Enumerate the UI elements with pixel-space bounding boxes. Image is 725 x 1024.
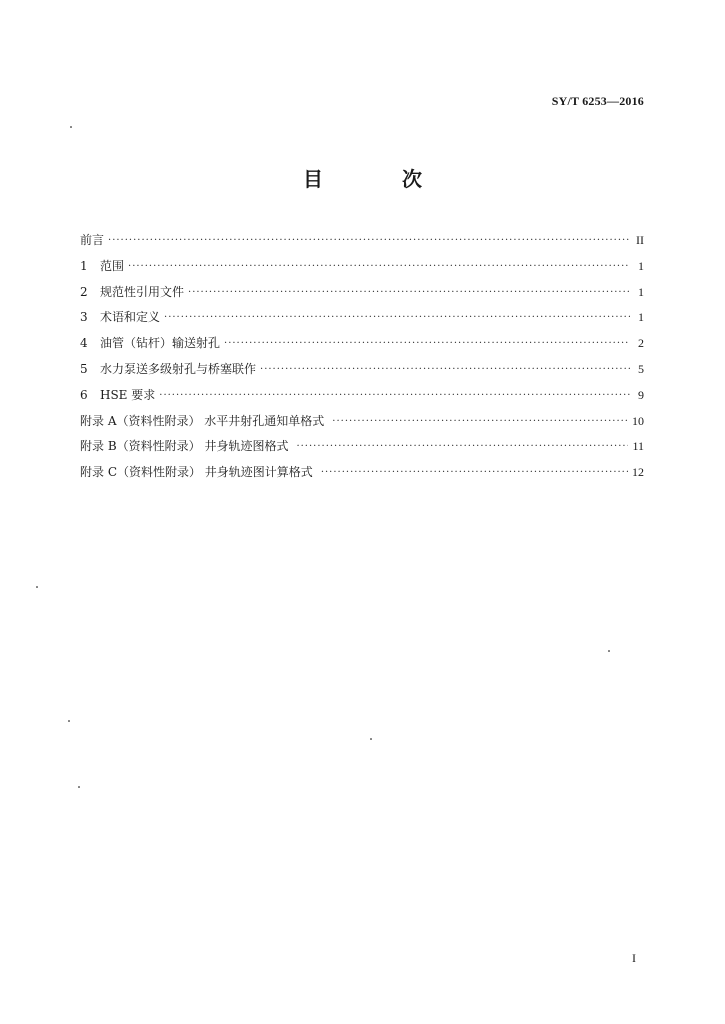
toc-entry-label: 油管（钻杆）输送射孔 (100, 336, 221, 351)
toc-entry-page: 5 (638, 361, 644, 376)
toc-entry-label: 水力泵送多级射孔与桥塞联作 (100, 361, 257, 376)
scan-speck (608, 650, 610, 652)
toc-entry-label: 前言 (80, 233, 105, 247)
toc-entry-label: 附录 B（资料性附录） 井身轨迹图格式 (80, 439, 289, 454)
toc-entry-page: 1 (638, 310, 644, 325)
toc-entry-page: 1 (638, 258, 644, 273)
toc-entry-page: 11 (632, 439, 644, 454)
toc-entry-number: 6 (80, 387, 88, 402)
toc-entry-number: 4 (80, 336, 88, 351)
toc-leader-dots (321, 465, 628, 481)
toc-entry-page: II (636, 233, 644, 247)
toc-leader-dots (260, 362, 630, 378)
toc-entry-label: 范围 (100, 258, 125, 273)
scan-speck (78, 786, 80, 788)
toc-entry-page: 12 (632, 465, 644, 480)
toc-entry-normative-references[interactable] (80, 284, 644, 310)
toc-entry-label: 附录 A（资料性附录） 水平井射孔通知单格式 (80, 413, 325, 428)
page-number: I (632, 951, 636, 965)
toc-entry-appendix-b[interactable] (80, 438, 644, 464)
toc-entry-number: 2 (80, 284, 88, 299)
toc-entry-page: 10 (632, 413, 644, 428)
toc-leader-dots (108, 233, 630, 249)
table-of-contents (80, 232, 644, 490)
toc-leader-dots (128, 259, 630, 275)
toc-entry-pump-down[interactable] (80, 361, 644, 387)
toc-entry-terms-definitions[interactable] (80, 309, 644, 335)
toc-title: 目 次 (303, 167, 458, 191)
toc-entry-scope[interactable] (80, 258, 644, 284)
toc-entry-number: 1 (80, 258, 88, 273)
toc-leader-dots (332, 414, 628, 430)
standard-code: SY/T 6253—2016 (551, 94, 644, 108)
scan-speck (70, 126, 72, 128)
toc-entry-foreword[interactable] (80, 232, 644, 258)
toc-leader-dots (224, 336, 630, 352)
toc-leader-dots (296, 439, 628, 455)
toc-entry-label: 附录 C（资料性附录） 井身轨迹图计算格式 (80, 465, 313, 480)
scan-speck (370, 738, 372, 740)
toc-entry-label: 术语和定义 (100, 310, 161, 325)
scan-speck (68, 720, 70, 722)
toc-entry-label: 规范性引用文件 (100, 284, 185, 299)
toc-entry-label: HSE 要求 (100, 387, 156, 402)
toc-leader-dots (164, 310, 630, 326)
toc-entry-appendix-a[interactable] (80, 413, 644, 439)
toc-leader-dots (159, 388, 630, 404)
toc-entry-hse[interactable] (80, 387, 644, 413)
toc-entry-number: 5 (80, 361, 88, 376)
toc-entry-page: 2 (638, 336, 644, 351)
toc-entry-appendix-c[interactable] (80, 464, 644, 490)
toc-entry-page: 1 (638, 284, 644, 299)
scan-speck (36, 586, 38, 588)
toc-leader-dots (188, 285, 630, 301)
toc-entry-tcp[interactable] (80, 335, 644, 361)
toc-entry-page: 9 (638, 387, 644, 402)
toc-entry-number: 3 (80, 310, 88, 325)
